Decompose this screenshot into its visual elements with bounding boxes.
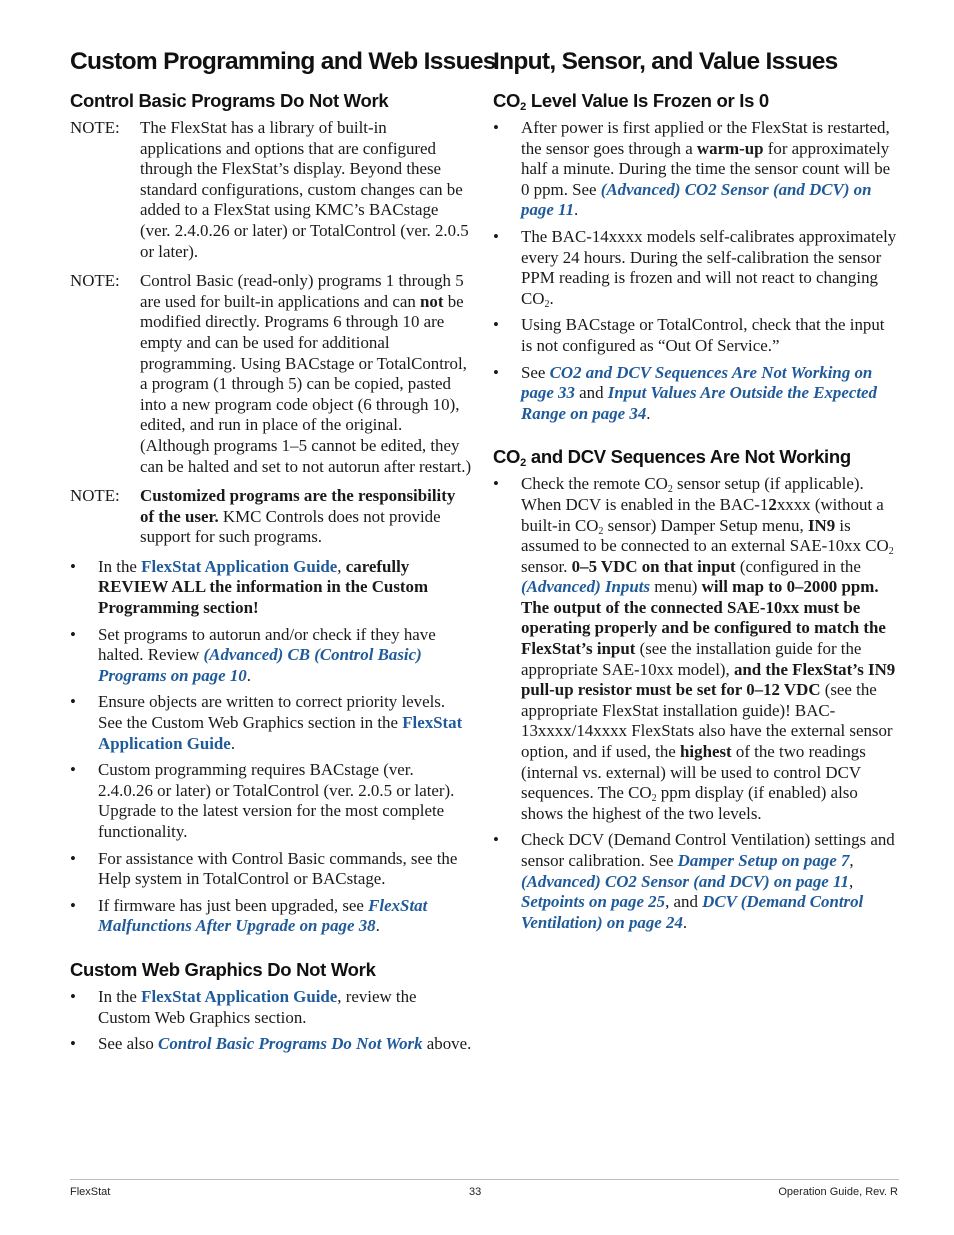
list-item: • See CO2 and DCV Sequences Are Not Working on page 33 and Input Values Are Outside the Expected Range on page 34. [493, 362, 877, 423]
list-item: • In the FlexStat Application Guide, review the Custom Web Graphics section. [70, 986, 417, 1027]
left-column [70, 48, 496, 1061]
list-item: • Check the remote $CO_2$ sensor setup (if applicable). When DCV is enabled in the BAC-12xxxx (without a built-in $CO_2$ sensor) Damper Setup menu, IN9 is assumed to be connected to an external SAE-10xx $CO_2$ sensor. 0–5 VDC on that input (configured in the (Advanced) Inputs menu) will map to 0–2000 ppm. The output of the connected SAE-10xx must be operating properly and be configured to match the FlexStat’s input (see the installation guide for the appropriate SAE-10xx model), and the FlexStat’s IN9 pull-up resistor must be set for 0–12 VDC (see the appropriate FlexStat installation guide)! BAC-13xxxx/14xxxx FlexStats also have the external sensor option, and if used, the highest of the two readings (internal vs. external) will be used to control DCV sequences. The $CO_2$ ppm display (if enabled) also shows the highest of the two levels. [493, 474, 896, 823]
list-item: • Set programs to autorun and/or check if they have halted. Review (Advanced) CB (Control Basic) Programs on page 10. [70, 624, 436, 685]
damper-setup-link[interactable]: Damper Setup on page 7 [677, 851, 850, 870]
bullet-icon: • [70, 895, 76, 915]
bullet-icon: • [493, 362, 499, 382]
note-label: NOTE: [70, 271, 120, 291]
note-label: NOTE: [70, 118, 120, 137]
page-number: 33 [469, 1186, 482, 1198]
co2-dcv-heading: $CO_2$ and DCV Sequences Are Not Working [493, 446, 851, 470]
setpoints-link[interactable]: Setpoints on page 25 [521, 892, 666, 912]
list-item: • Custom programming requires BACstage (ver. 2.4.0.26 or later) or TotalControl (ver. 2.0.5 or later). Upgrade to the latest version for the most complete functionality. [70, 760, 455, 841]
list-item: • If firmware has just been upgraded, see FlexStat Malfunctions After Upgrade on page 38. [70, 895, 428, 936]
note-3 [70, 486, 472, 548]
co2-sensor-link[interactable]: (Advanced) CO2 Sensor (and DCV) on page 11 [521, 179, 872, 220]
note-text: The FlexStat has a library of built-in applications and options that are configured through the FlexStat’s display. Beyond these standard configurations, custom changes can be added to a FlexStat using KMC’s BACstage (ver. 2.4.0.26 or later) or TotalControl (ver. 2.0.5 or later). [140, 118, 469, 261]
note-text: Control Basic (read-only) programs 1 through 5 are used for built-in applications and can not be modified directly. Programs 6 through 10 are empty and can be used for additional programming. Using BACstage or TotalControl, a program (1 through 5) can be copied, pasted into a new program code object (6 through 10), edited, and run in place of the original. (Although programs 1–5 cannot be edited, they can be halted and set to not autorun after restart.) [140, 271, 472, 476]
list-item: • Ensure objects are written to correct priority levels. See the Custom Web Graphics section in the FlexStat Application Guide. [70, 692, 463, 753]
right-section-title: Input, Sensor, and Value Issues [493, 48, 838, 75]
bullet-icon: • [70, 986, 76, 1006]
bullet-icon: • [70, 760, 76, 780]
list-item: • Check DCV (Demand Control Ventilation) settings and sensor calibration. See Damper Setup on page 7, (Advanced) CO2 Sensor (and DCV) on page 11, Setpoints on page 25, and DCV (Demand Control Ventilation) on page 24. [493, 830, 895, 932]
list-item: • In the FlexStat Application Guide, carefully REVIEW ALL the information in the Custom Programming section! [70, 556, 429, 618]
dcv-link[interactable]: DCV (Demand Control Ventilation) on page 24 [521, 892, 864, 932]
list-item: • The BAC-14xxxx models self-calibrates approximately every 24 hours. During the self-calibration the sensor PPM reading is frozen and will not react to changing $CO_2$. [493, 226, 897, 310]
control-basic-link[interactable]: Control Basic Programs Do Not Work [158, 1034, 423, 1054]
inputs-link[interactable]: (Advanced) Inputs [521, 577, 651, 597]
co2-dcv-link[interactable]: CO2 and DCV Sequences Are Not Working on page 33 [521, 362, 873, 403]
note-1 [70, 118, 472, 262]
app-guide-link[interactable]: FlexStat Application Guide [141, 986, 338, 1006]
list-item: • For assistance with Control Basic commands, see the Help system in TotalControl or BACstage. [70, 848, 458, 889]
bullet-icon: • [70, 624, 76, 644]
co2-sensor-link[interactable]: (Advanced) CO2 Sensor (and DCV) on page 11 [521, 871, 849, 891]
bullet-icon: • [493, 315, 499, 335]
bullet-icon: • [70, 1034, 76, 1054]
note-2 [70, 271, 472, 477]
bullet-icon: • [493, 474, 499, 494]
bullet-icon: • [493, 118, 499, 137]
app-guide-link[interactable]: FlexStat Application Guide [98, 713, 463, 753]
footer-rule [70, 1179, 899, 1180]
left-section-title: Custom Programming and Web Issues [70, 48, 496, 75]
bullet-icon: • [70, 556, 76, 576]
bullet-icon: • [493, 830, 499, 850]
note-text: Customized programs are the responsibility of the user. KMC Controls does not provide support for such programs. [140, 486, 456, 547]
web-graphics-heading: Custom Web Graphics Do Not Work [70, 958, 376, 980]
bullet-icon: • [493, 226, 499, 246]
list-item: • Using BACstage or TotalControl, check that the input is not configured as “Out Of Service.” [493, 315, 885, 355]
footer-product: FlexStat [70, 1186, 111, 1198]
list-item: • After power is first applied or the FlexStat is restarted, the sensor goes through a warm-up for approximately half a minute. During the time the sensor count will be 0 ppm. See (Advanced) CO2 Sensor (and DCV) on page 11. [493, 118, 891, 220]
app-guide-link[interactable]: FlexStat Application Guide [141, 556, 338, 576]
control-basic-heading: Control Basic Programs Do Not Work [70, 90, 389, 111]
input-values-link[interactable]: Input Values Are Outside the Expected Range on page 34 [521, 383, 877, 423]
co2-frozen-heading: $CO_2$ Level Value Is Frozen or Is 0 [493, 90, 769, 113]
bullet-icon: • [70, 848, 76, 868]
cb-programs-link[interactable]: (Advanced) CB (Control Basic) Programs on page 10 [98, 645, 422, 685]
list-item: • See also Control Basic Programs Do Not Work above. [70, 1034, 472, 1054]
note-label: NOTE: [70, 486, 120, 506]
bullet-icon: • [70, 692, 76, 712]
right-column [493, 48, 899, 939]
malfunctions-link[interactable]: FlexStat Malfunctions After Upgrade on page 38 [98, 895, 428, 936]
footer-doc-title: Operation Guide, Rev. R [778, 1186, 898, 1198]
